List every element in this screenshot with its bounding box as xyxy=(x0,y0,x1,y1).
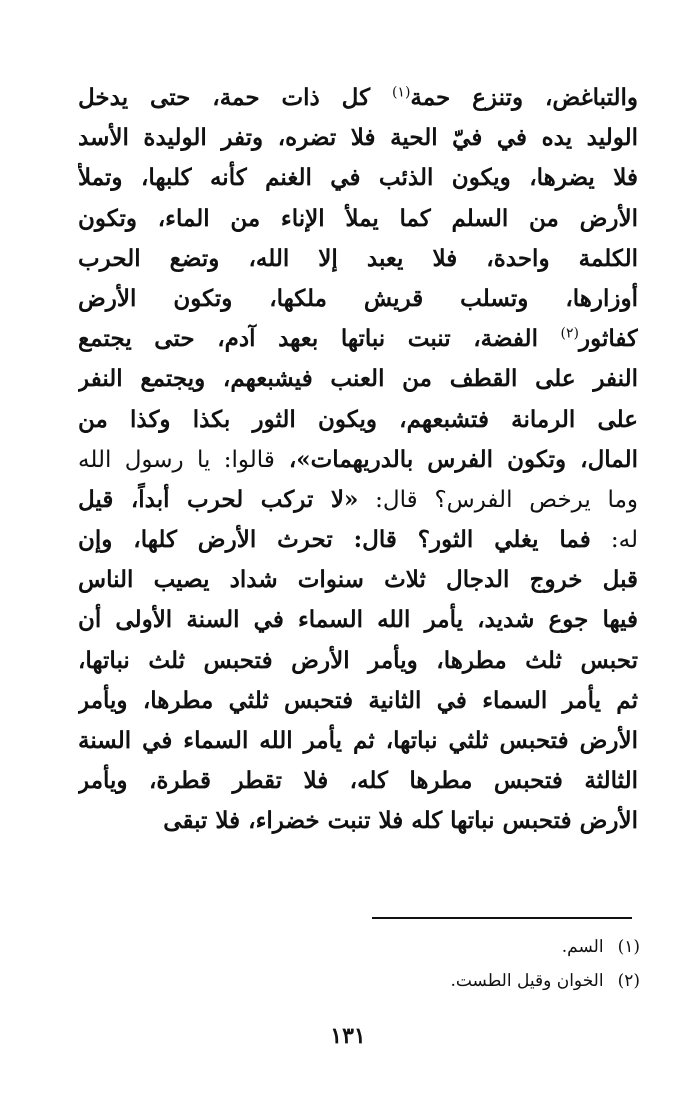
text-segment: ثم يأمر السماء في الثانية فتحبس ثلثي مطرها، ويأمر xyxy=(78,686,638,714)
text-line xyxy=(78,359,638,399)
footnote-divider xyxy=(372,917,632,919)
text-line xyxy=(78,239,638,279)
text-segment: فما يغلي الثور؟ قال: تحرث الأرض كلها، وإن xyxy=(78,526,591,554)
text-segment: فلا يضرها، ويكون الذئب في الغنم كأنه كلبها، وتملأ xyxy=(78,164,638,192)
footnote-reference: (١) xyxy=(391,84,411,101)
text-segment: أوزارها، وتسلب قريش ملكها، وتكون الأرض xyxy=(78,284,638,312)
footnote-reference: (٢) xyxy=(560,325,580,342)
text-segment: وما يرخص الفرس؟ قال: xyxy=(358,486,638,513)
text-segment: المال، وتكون الفرس بالدريهمات»، xyxy=(274,445,638,473)
text-line xyxy=(78,78,638,118)
text-segment: «لا تركب لحرب أبداً، قيل xyxy=(78,485,359,513)
text-segment: الفضة، تنبت نباتها بعهد آدم، حتى يجتمع xyxy=(78,325,561,353)
text-segment: له: xyxy=(590,527,638,554)
text-segment: الثالثة فتحبس مطرها كله، فلا تقطر قطرة، ويأمر xyxy=(78,767,638,795)
footnote-number: (١) xyxy=(617,937,640,957)
text-segment: قالوا: يا رسول الله xyxy=(78,446,275,473)
footnote-text: الخوان وقيل الطست. xyxy=(450,971,604,991)
footnote-item xyxy=(300,964,640,998)
text-line xyxy=(78,118,638,158)
footnotes xyxy=(300,930,640,998)
text-segment: فيها جوع شديد، يأمر الله السماء في السنة الأولى أن xyxy=(78,606,638,634)
footnote-item xyxy=(300,930,640,964)
text-line xyxy=(78,641,638,681)
text-line xyxy=(78,400,638,440)
text-segment: كفاثور xyxy=(579,325,638,353)
text-line xyxy=(78,480,638,520)
body-text xyxy=(78,78,638,842)
page-number: ١٣١ xyxy=(330,1023,366,1049)
text-segment: الوليد يده في فيّ الحية فلا تضره، وتفر الوليدة الأسد xyxy=(78,124,638,152)
text-line xyxy=(78,560,638,600)
text-line xyxy=(78,279,638,319)
text-line xyxy=(78,681,638,721)
text-segment: النفر على القطف من العنب فيشبعهم، ويجتمع النفر xyxy=(78,365,638,393)
text-segment: قبل خروج الدجال ثلاث سنوات شداد يصيب الناس xyxy=(78,566,638,594)
text-segment: الأرض فتحبس نباتها كله فلا تنبت خضراء، فلا تبقى xyxy=(163,807,638,835)
text-segment: الأرض من السلم كما يملأ الإناء من الماء، وتكون xyxy=(78,204,638,232)
text-segment: على الرمانة فتشبعهم، ويكون الثور بكذا وكذا من xyxy=(78,405,638,433)
text-segment: والتباغض، وتنزع حمة xyxy=(410,84,638,111)
text-line xyxy=(78,761,638,801)
footnote-text: السم. xyxy=(561,937,604,957)
text-segment: تحبس ثلث مطرها، ويأمر الأرض فتحبس ثلث نباتها، xyxy=(78,646,638,674)
text-line xyxy=(78,199,638,239)
text-segment: كل ذات حمة، حتى يدخل xyxy=(78,84,392,111)
text-segment: الكلمة واحدة، فلا يعبد إلا الله، وتضع الحرب xyxy=(78,244,638,272)
footnote-number: (٢) xyxy=(617,971,640,991)
text-line xyxy=(78,520,638,560)
text-segment: الأرض فتحبس ثلثي نباتها، ثم يأمر الله السماء في السنة xyxy=(78,727,638,754)
text-line xyxy=(78,158,638,198)
text-line xyxy=(78,319,638,359)
text-line xyxy=(78,600,638,640)
text-line xyxy=(78,440,638,480)
text-line xyxy=(78,801,638,841)
text-line xyxy=(78,721,638,761)
